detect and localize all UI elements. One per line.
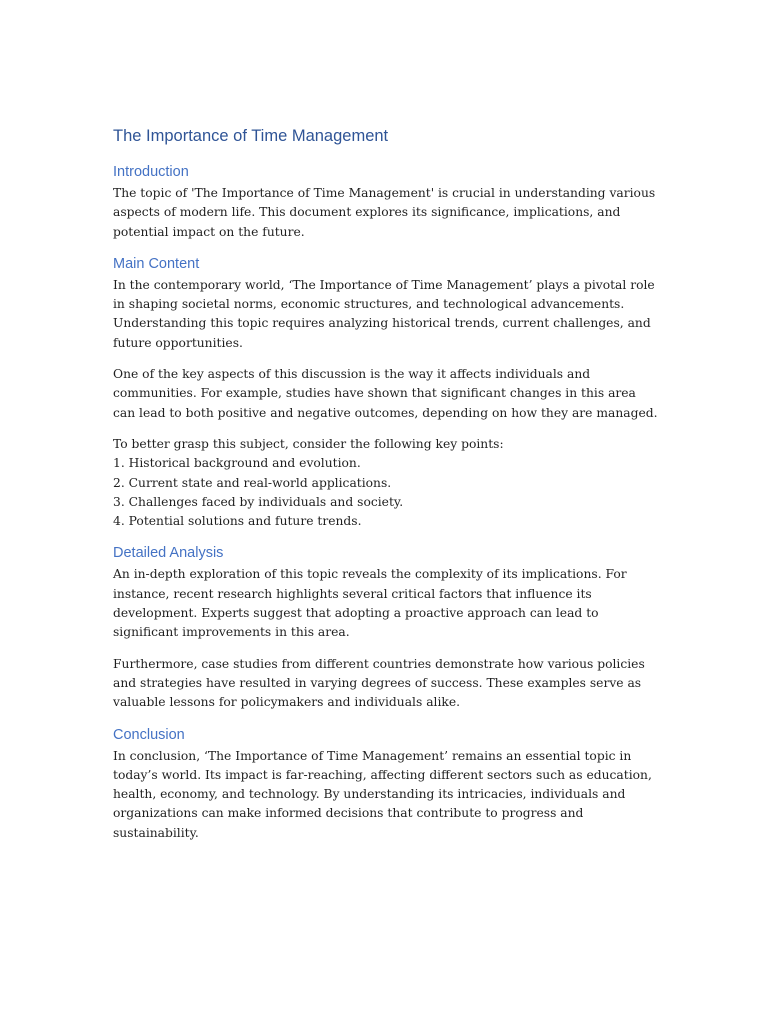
list-item: 2. Current state and real-world applications. xyxy=(113,475,392,490)
paragraph: In conclusion, ‘The Importance of Time Management’ remains an essential topic in today’s world. Its impact is far-reaching, affecting different sectors such as education, health, economy, and technology. By understanding its intricacies, individuals and organizations can make informed decisions that contribute to progress and sustainability. xyxy=(113,748,652,840)
list-item: 4. Potential solutions and future trends. xyxy=(113,514,362,529)
paragraph: One of the key aspects of this discussion is the way it affects individuals and communities. For example, studies have shown that significant changes in this area can lead to both positive and negative outcomes, depending on how they are managed. xyxy=(113,367,658,420)
list-item: 1. Historical background and evolution. xyxy=(113,456,361,471)
section-heading-introduction: Introduction xyxy=(113,164,189,180)
section-detailed-analysis xyxy=(113,544,658,712)
document-title: The Importance of Time Management xyxy=(113,127,389,145)
paragraph: In the contemporary world, ‘The Importance of Time Management’ plays a pivotal role in shaping societal norms, economic structures, and technological advancements. Understanding this topic requires analyzing historical trends, current challenges, and future opportunities. xyxy=(113,277,655,350)
section-conclusion xyxy=(113,726,658,843)
section-main-content xyxy=(113,255,658,532)
list-item: 3. Challenges faced by individuals and society. xyxy=(113,494,404,509)
section-heading-main-content: Main Content xyxy=(113,255,200,272)
list-intro: To better grasp this subject, consider the following key points: xyxy=(113,436,504,451)
section-introduction xyxy=(113,163,658,242)
document-page xyxy=(113,118,658,856)
section-heading-detailed-analysis: Detailed Analysis xyxy=(113,545,224,562)
paragraph: Furthermore, case studies from different countries demonstrate how various policies and strategies have resulted in varying degrees of success. These examples serve as valuable lessons for policymakers and individuals alike. xyxy=(113,656,645,710)
section-heading-conclusion: Conclusion xyxy=(113,726,185,743)
key-points-list xyxy=(113,435,658,531)
paragraph: The topic of 'The Importance of Time Management' is crucial in understanding various aspects of modern life. This document explores its significance, implications, and potential impact on the future. xyxy=(113,186,656,239)
paragraph: An in-depth exploration of this topic reveals the complexity of its implications. For instance, recent research highlights several critical factors that influence its development. Experts suggest that adopting a proactive approach can lead to significant improvements in this area. xyxy=(113,567,627,640)
